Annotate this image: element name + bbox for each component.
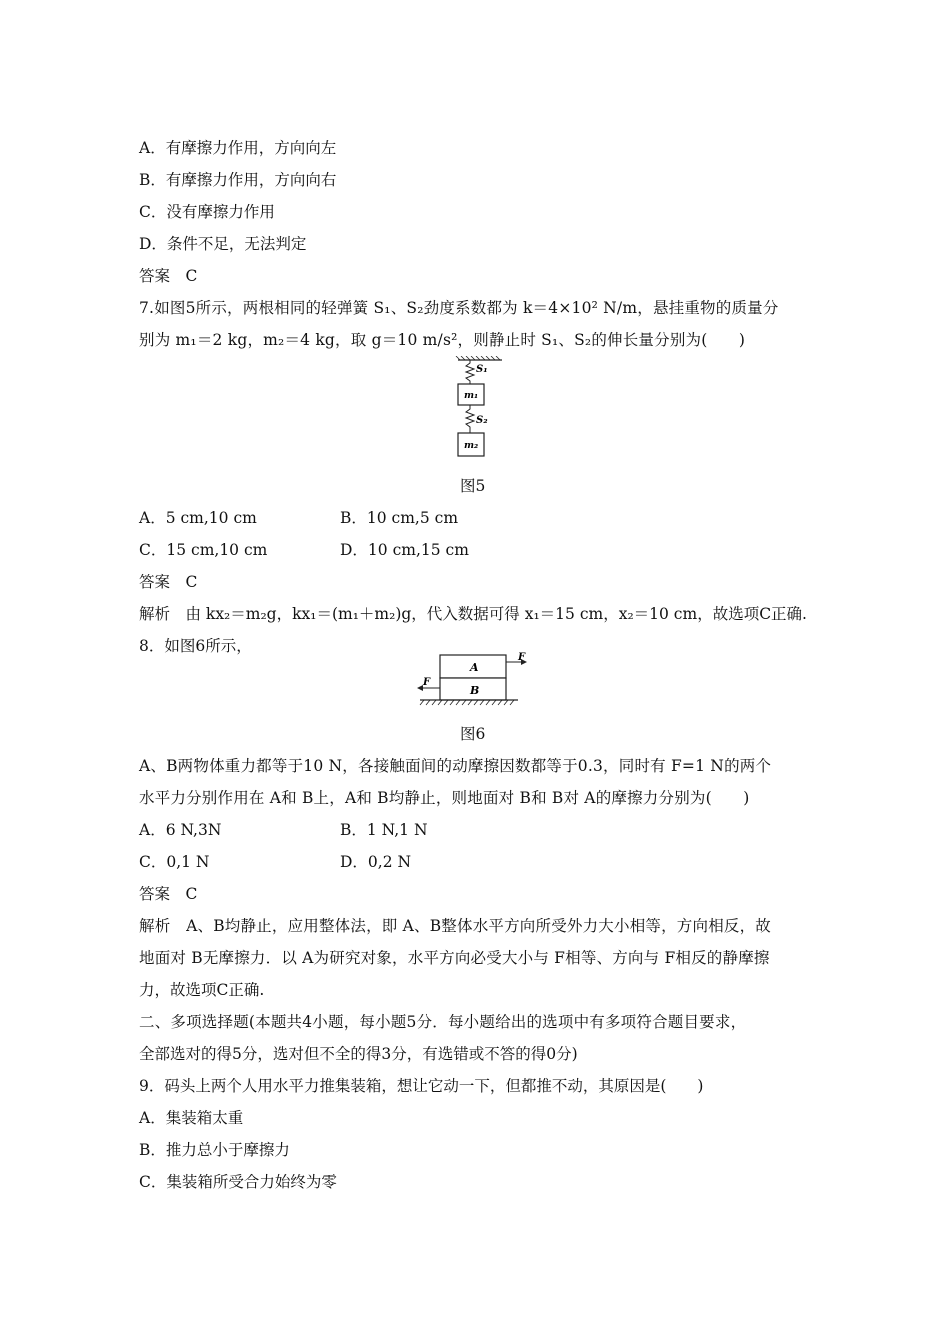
q7-figure-springs (440, 356, 530, 466)
q8-option-d: D．0,2 N (340, 853, 412, 871)
q8-stem-line1: A、B两物体重力都等于10 N，各接触面间的动摩擦因数都等于0.3，同时有 F=1 N的两个 (139, 757, 772, 775)
q7-option-b: B．10 cm,5 cm (340, 509, 459, 527)
q8-answer: 答案 C (139, 885, 198, 903)
q6-answer: 答案 C (139, 267, 198, 285)
q9-option-b: B．推力总小于摩擦力 (139, 1141, 290, 1159)
q7-figure-caption: 图5 (460, 477, 486, 495)
q8-figure-blocks (410, 650, 530, 714)
q8-option-a: A．6 N,3N (139, 821, 222, 839)
q7-figure-mass2-label: m₂ (464, 440, 479, 451)
q9-option-c: C．集装箱所受合力始终为零 (139, 1173, 337, 1191)
q7-option-a: A．5 cm,10 cm (139, 509, 257, 527)
q6-option-d: D．条件不足，无法判定 (139, 235, 307, 253)
q9-option-a: A．集装箱太重 (139, 1109, 244, 1127)
q7-stem-line1: 7.如图5所示，两根相同的轻弹簧 S₁、S₂劲度系数都为 k＝4×10² N/m，悬挂重物的质量分 (139, 299, 779, 317)
q9-stem: 9．码头上两个人用水平力推集装箱，想让它动一下，但都推不动，其原因是( ) (139, 1077, 704, 1095)
section2-heading-line1: 二、多项选择题(本题共4小题，每小题5分．每小题给出的选项中有多项符合题目要求， (139, 1013, 747, 1031)
q7-option-c: C．15 cm,10 cm (139, 541, 268, 559)
q6-option-c: C．没有摩擦力作用 (139, 203, 275, 221)
q8-figure-block-a-label: A (470, 661, 479, 674)
q8-option-b: B．1 N,1 N (340, 821, 428, 839)
q8-figure-caption: 图6 (460, 725, 486, 743)
q7-figure-spring1-label: S₁ (476, 364, 488, 375)
q7-option-d: D．10 cm,15 cm (340, 541, 469, 559)
q8-figure-force-top-label: F (518, 652, 526, 663)
section2-heading-line2: 全部选对的得5分，选对但不全的得3分，有选错或不答的得0分) (139, 1045, 578, 1063)
q8-stem-intro: 8．如图6所示， (139, 637, 252, 655)
q8-option-c: C．0,1 N (139, 853, 210, 871)
q7-stem-line2: 别为 m₁＝2 kg，m₂＝4 kg，取 g＝10 m/s²，则静止时 S₁、S₂的伸长量分别为( ) (139, 331, 746, 349)
q8-figure-block-b-label: B (470, 684, 480, 697)
q7-figure-spring2-label: S₂ (476, 415, 488, 426)
q8-analysis-line3: 力，故选项C正确. (139, 981, 265, 999)
q8-figure-force-bottom-label: F (423, 677, 431, 688)
q8-analysis-line2: 地面对 B无摩擦力．以 A为研究对象，水平方向必受大小与 F相等、方向与 F相反的静摩擦 (139, 949, 770, 967)
q6-option-a: A．有摩擦力作用，方向向左 (139, 139, 337, 157)
q8-stem-line2: 水平力分别作用在 A和 B上，A和 B均静止，则地面对 B和 B对 A的摩擦力分别为( ) (139, 789, 750, 807)
q8-analysis-line1: 解析 A、B均静止，应用整体法，即 A、B整体水平方向所受外力大小相等，方向相反，故 (139, 917, 771, 935)
q7-answer: 答案 C (139, 573, 198, 591)
q7-analysis: 解析 由 kx₂＝m₂g，kx₁＝(m₁＋m₂)g，代入数据可得 x₁＝15 cm，x₂＝10 cm，故选项C正确. (139, 605, 807, 623)
q7-figure-mass1-label: m₁ (464, 390, 479, 401)
q6-option-b: B．有摩擦力作用，方向向右 (139, 171, 337, 189)
